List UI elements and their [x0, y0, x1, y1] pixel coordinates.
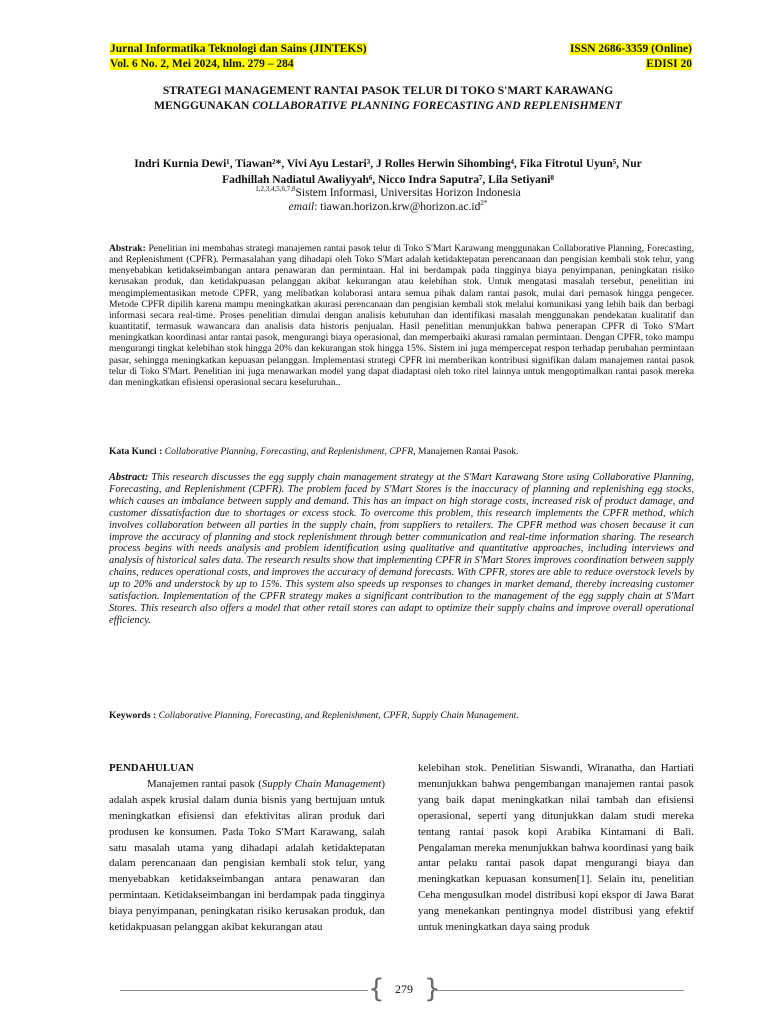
author-list	[100, 156, 676, 188]
footer-brace-left: {	[368, 974, 385, 1004]
title-line-2-plain: MENGGUNAKAN	[154, 100, 253, 112]
paragraph-text: Manajemen rantai pasok (	[147, 777, 262, 790]
issn: ISSN 2686-3359 (Online)	[569, 43, 692, 55]
page-number: 279	[395, 982, 413, 996]
keywords-text: Collaborative Planning, Forecasting, and Replenishment, CPFR, Supply Chain Management.	[156, 710, 519, 721]
affiliation	[100, 186, 676, 214]
email-label: email	[288, 201, 315, 213]
body-paragraph-right: kelebihan stok. Penelitian Siswandi, Wiranatha, dan Hartiati menunjukkan bahwa pengembangan manajemen rantai pasok yang baik dapat meningkatkan nilai tambah dan efisiensi operasional, seperti yang ditunjukkan dalam studi mereka tentang rantai pasok kopi Arabika Kintamani di Bali. Pengalaman mereka menunjukkan bahwa koordinasi yang baik antar pelaku rantai pasok dapat mengurangi biaya dan meningkatkan kepuasan konsumen[1]. Selain itu, penelitian Ceha mengusulkan model distribusi kopi ekspor di Jawa Barat yang menekankan pentingnya model distribusi yang efektif untuk meningkatkan daya saing produk	[418, 762, 694, 934]
abstrak-label: Abstrak:	[109, 243, 146, 254]
paper-title	[100, 84, 676, 114]
body-column-left	[109, 761, 385, 936]
edition: EDISI 20	[646, 58, 692, 70]
abstract-label: Abstract:	[109, 472, 149, 483]
title-line-2-italic: COLLABORATIVE PLANNING FORECASTING AND REPLENISHMENT	[252, 100, 622, 112]
footer-rule-left	[120, 990, 368, 991]
kata-kunci-italic: Collaborative Planning, Forecasting, and Replenishment, CPFR,	[162, 446, 416, 457]
affiliation-text: Sistem Informasi, Universitas Horizon Indonesia	[295, 187, 521, 199]
footer-rule-right	[436, 990, 684, 991]
section-heading: PENDAHULUAN	[109, 762, 194, 774]
authors-line-2: Fadhillah Nadiatul Awaliyyah⁶, Nicco Indra Saputra⁷, Lila Setiyani⁸	[222, 174, 554, 186]
journal-name: Jurnal Informatika Teknologi dan Sains (JINTEKS)	[110, 43, 367, 55]
title-line-2	[100, 99, 676, 114]
affiliation-sup: 1,2,3,4,5,6,7,8	[255, 185, 296, 194]
keywords-label: Keywords :	[109, 710, 157, 721]
body-paragraph-left	[109, 777, 385, 936]
abstrak-text: Penelitian ini membahas strategi manajemen rantai pasok telur di Toko S'Mart Karawang menggunakan Collaborative Planning, Forecasting, and Replenishment (CPFR). Permasalahan yang dihadapi oleh Toko S'Mart adalah ketidaktepatan perencanaan dan pengisian kembali stok telur, yang menyebabkan ketidakseimbangan antara penawaran dan permintaan. Hal ini berdampak pada tingginya biaya penyimpanan, peningkatan risiko kerusakan produk, dan ketidakpuasan pelanggan akibat kekurangan atau kelebihan stok. Untuk mengatasi masalah tersebut, penelitian ini mengimplementasikan metode CPFR, yang melibatkan kolaborasi antara semua pihak dalam rantai pasok, mulai dari pemasok hingga pengecer. Metode CPFR dipilih karena mampu meningkatkan akurasi perencanaan dan pengisian kembali stok melalui komunikasi yang lebih baik dan berbagi informasi secara real-time. Proses penelitian dimulai dengan analisis kebutuhan dan identifikasi masalah menggunakan pendekatan kualitatif dan kuantitatif, termasuk wawancara dan analisis data historis penjualan. Hasil penelitian menunjukkan bahwa penerapan CPFR di Toko S'Mart meningkatkan koordinasi antar rantai pasok, mengurangi biaya operasional, dan memperbaiki akurasi ramalan permintaan. Dengan CPFR, toko mampu mengurangi tingkat kelebihan stok hingga 20% dan kekurangan stok hingga 15%. Sistem ini juga mempercepat respon terhadap perubahan permintaan pasar, sehingga meningkatkan kepuasan pelanggan. Implementasi strategi CPFR ini memberikan kontribusi signifikan dalam manajemen rantai pasok telur di Toko S'Mart. Penelitian ini juga menawarkan model yang dapat diadaptasi oleh toko ritel lainnya untuk mengoptimalkan rantai pasok mereka dan meningkatkan efisiensi operasional secara keseluruhan..	[109, 243, 694, 388]
kata-kunci-plain: Manajemen Rantai Pasok.	[415, 446, 519, 457]
journal-header-right	[570, 42, 692, 72]
volume-info: Vol. 6 No. 2, Mei 2024, hlm. 279 – 284	[110, 58, 294, 70]
abstract-text: This research discusses the egg supply chain management strategy at the S'Mart Karawang Store using Collaborative Planning, Forecasting, and Replenishment (CPFR). The problem faced by S'Mart Stores is the inaccuracy of planning and replenishing egg stocks, which causes an imbalance between supply and demand. This has an impact on high storage costs, increased risk of product damage, and customer dissatisfaction due to shortages or excess stock. To overcome this problem, this research implements the CPFR method, which involves collaboration between all parties in the supply chain, from suppliers to retailers. The CPFR method was chosen because it can improve the accuracy of planning and stock replenishment through better communication and real-time information sharing. The research process begins with needs analysis and problem identification using qualitative and quantitative approaches, including interviews and analysis of historical sales data. The research results show that implementing CPFR in S'Mart Stores improves coordination between supply chains, reduces operational costs, and improves the accuracy of demand forecasts. With CPFR, stores are able to reduce overstock levels by up to 20% and understock by up to 15%. This system also speeds up responses to changes in market demand, thereby increasing customer satisfaction. Implementation of the CPFR strategy makes a significant contribution to the management of the egg supply chain at S'Mart Stores. This research also offers a model that other retail stores can adapt to optimize their supply chains and improve overall operational efficiency.	[109, 472, 694, 626]
body-column-right	[418, 761, 694, 936]
paragraph-italic-term: Supply Chain Management	[261, 777, 382, 790]
journal-header-left	[110, 42, 367, 72]
authors-line-1: Indri Kurnia Dewi¹, Tiawan²*, Vivi Ayu Lestari³, J Rolles Herwin Sihombing⁴, Fika Fitrotul Uyun⁵, Nur	[134, 158, 642, 170]
footer-brace-right: }	[424, 974, 441, 1004]
title-line-1: STRATEGI MANAGEMENT RANTAI PASOK TELUR DI TOKO S'MART KARAWANG	[162, 85, 614, 97]
abstract-english	[109, 472, 694, 627]
kata-kunci	[109, 446, 694, 458]
kata-kunci-label: Kata Kunci :	[109, 446, 163, 457]
abstrak-indonesian	[109, 243, 694, 388]
email-address: : tiawan.horizon.krw@horizon.ac.id	[314, 201, 481, 213]
keywords	[109, 710, 694, 722]
email-sup: 2*	[480, 199, 488, 208]
paragraph-text-cont: ) adalah aspek krusial dalam dunia bisnis yang bertujuan untuk meningkatkan efisiensi dan efektivitas aliran produk dari produsen ke konsumen. Pada Toko S'Mart Karawang, salah satu masalah utama yang dihadapi adalah ketidaktepatan dalam perencanaan dan pengisian kembali stok telur, yang menyebabkan ketidakseimbangan antara penawaran dan permintaan. Ketidakseimbangan ini berdampak pada tingginya biaya penyimpanan, peningkatan risiko kerusakan produk, dan ketidakpuasan pelanggan akibat kekurangan atau	[109, 777, 385, 934]
